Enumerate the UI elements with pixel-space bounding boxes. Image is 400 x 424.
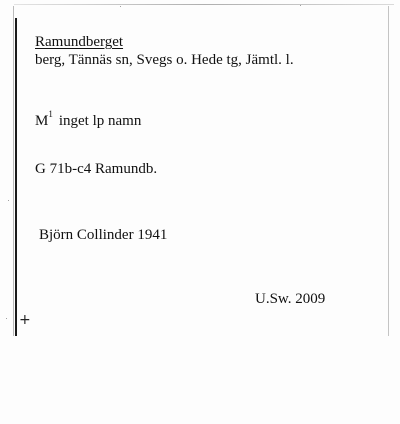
card-left-edge-shadow <box>13 6 14 336</box>
plus-mark: + <box>19 312 31 328</box>
card-right-edge <box>388 6 389 336</box>
scan-speck <box>6 318 7 319</box>
card-top-edge <box>14 4 394 5</box>
scan-speck <box>8 200 9 201</box>
m-label: M <box>35 113 49 129</box>
map-reference-line: G 71b-c4 Ramundb. <box>35 161 158 177</box>
card-left-edge <box>15 18 17 336</box>
scan-speck <box>120 6 121 7</box>
scan-speck <box>300 5 301 6</box>
place-name-title: Ramundberget <box>35 34 124 50</box>
m-reference-line <box>35 107 141 130</box>
place-description: berg, Tännäs sn, Svegs o. Hede tg, Jämtl. l. <box>35 52 294 68</box>
m-superscript: 1 <box>48 109 53 119</box>
m-text: inget lp namn <box>58 113 142 129</box>
collector-line: Björn Collinder 1941 <box>39 227 168 243</box>
signature-line: U.Sw. 2009 <box>255 291 326 307</box>
